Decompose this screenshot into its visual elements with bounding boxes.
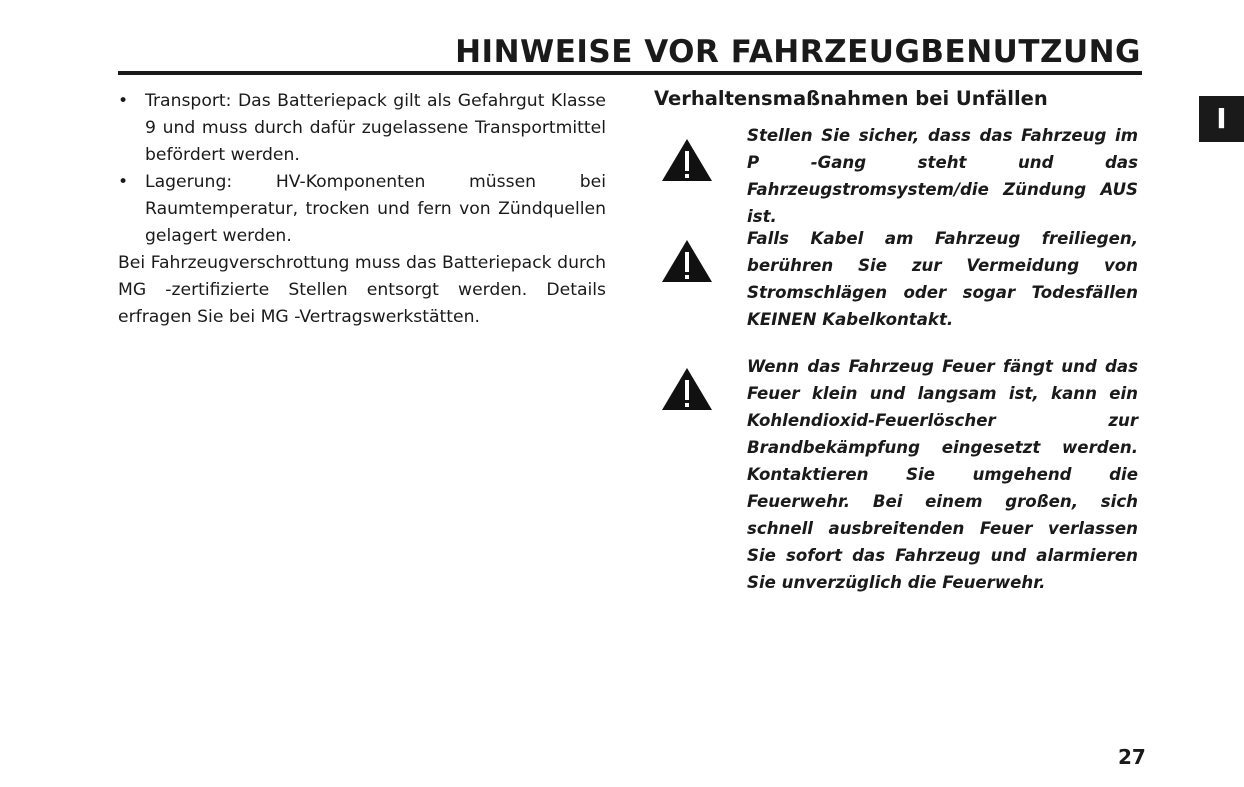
bullet-text: Transport: Das Batteriepack gilt als Gefahrgut Klasse 9 und muss durch dafür zugelassene Transportmittel befördert werden. <box>145 91 606 165</box>
bullet-text: Lagerung: HV-Komponenten müssen bei Raumtemperatur, trocken und fern von Zündquellen gelagert werden. <box>145 172 606 246</box>
left-column <box>118 88 606 331</box>
warning-triangle-icon <box>660 137 714 183</box>
bullet-marker: • <box>118 91 129 111</box>
page-title: HINWEISE VOR FAHRZEUGBENUTZUNG <box>455 34 1141 70</box>
disposal-paragraph: Bei Fahrzeugverschrottung muss das Batteriepack durch MG -zertifizierte Stellen entsorgt werden. Details erfragen Sie bei MG -Vertragswerkstätten. <box>118 253 606 327</box>
section-heading: Verhaltensmaßnahmen bei Unfällen <box>654 87 1048 110</box>
title-rule <box>118 71 1142 75</box>
warning-triangle-icon <box>660 366 714 412</box>
chapter-tab: I <box>1199 96 1244 142</box>
bullet-marker: • <box>118 172 129 192</box>
bullet-transport <box>118 88 606 169</box>
warning-text: Falls Kabel am Fahrzeug freiliegen, berühren Sie zur Vermeidung von Stromschlägen oder sogar Todesfällen KEINEN Kabelkontakt. <box>747 229 1138 329</box>
warning-text: Stellen Sie sicher, dass das Fahrzeug im P -Gang steht und das Fahrzeugstromsystem/die Zündung AUS ist. <box>747 126 1138 226</box>
warning-triangle-icon <box>660 238 714 284</box>
bullet-storage <box>118 169 606 250</box>
page-number: 27 <box>1118 745 1146 769</box>
warning-text: Wenn das Fahrzeug Feuer fängt und das Feuer klein und langsam ist, kann ein Kohlendioxid-Feuerlöscher zur Brandbekämpfung eingesetzt werden. Kontaktieren Sie umgehend die Feuerwehr. Bei einem großen, sich schnell ausbreitenden Feuer verlassen Sie sofort das Fahrzeug und alarmieren Sie unverzüglich die Feuerwehr. <box>747 357 1138 592</box>
